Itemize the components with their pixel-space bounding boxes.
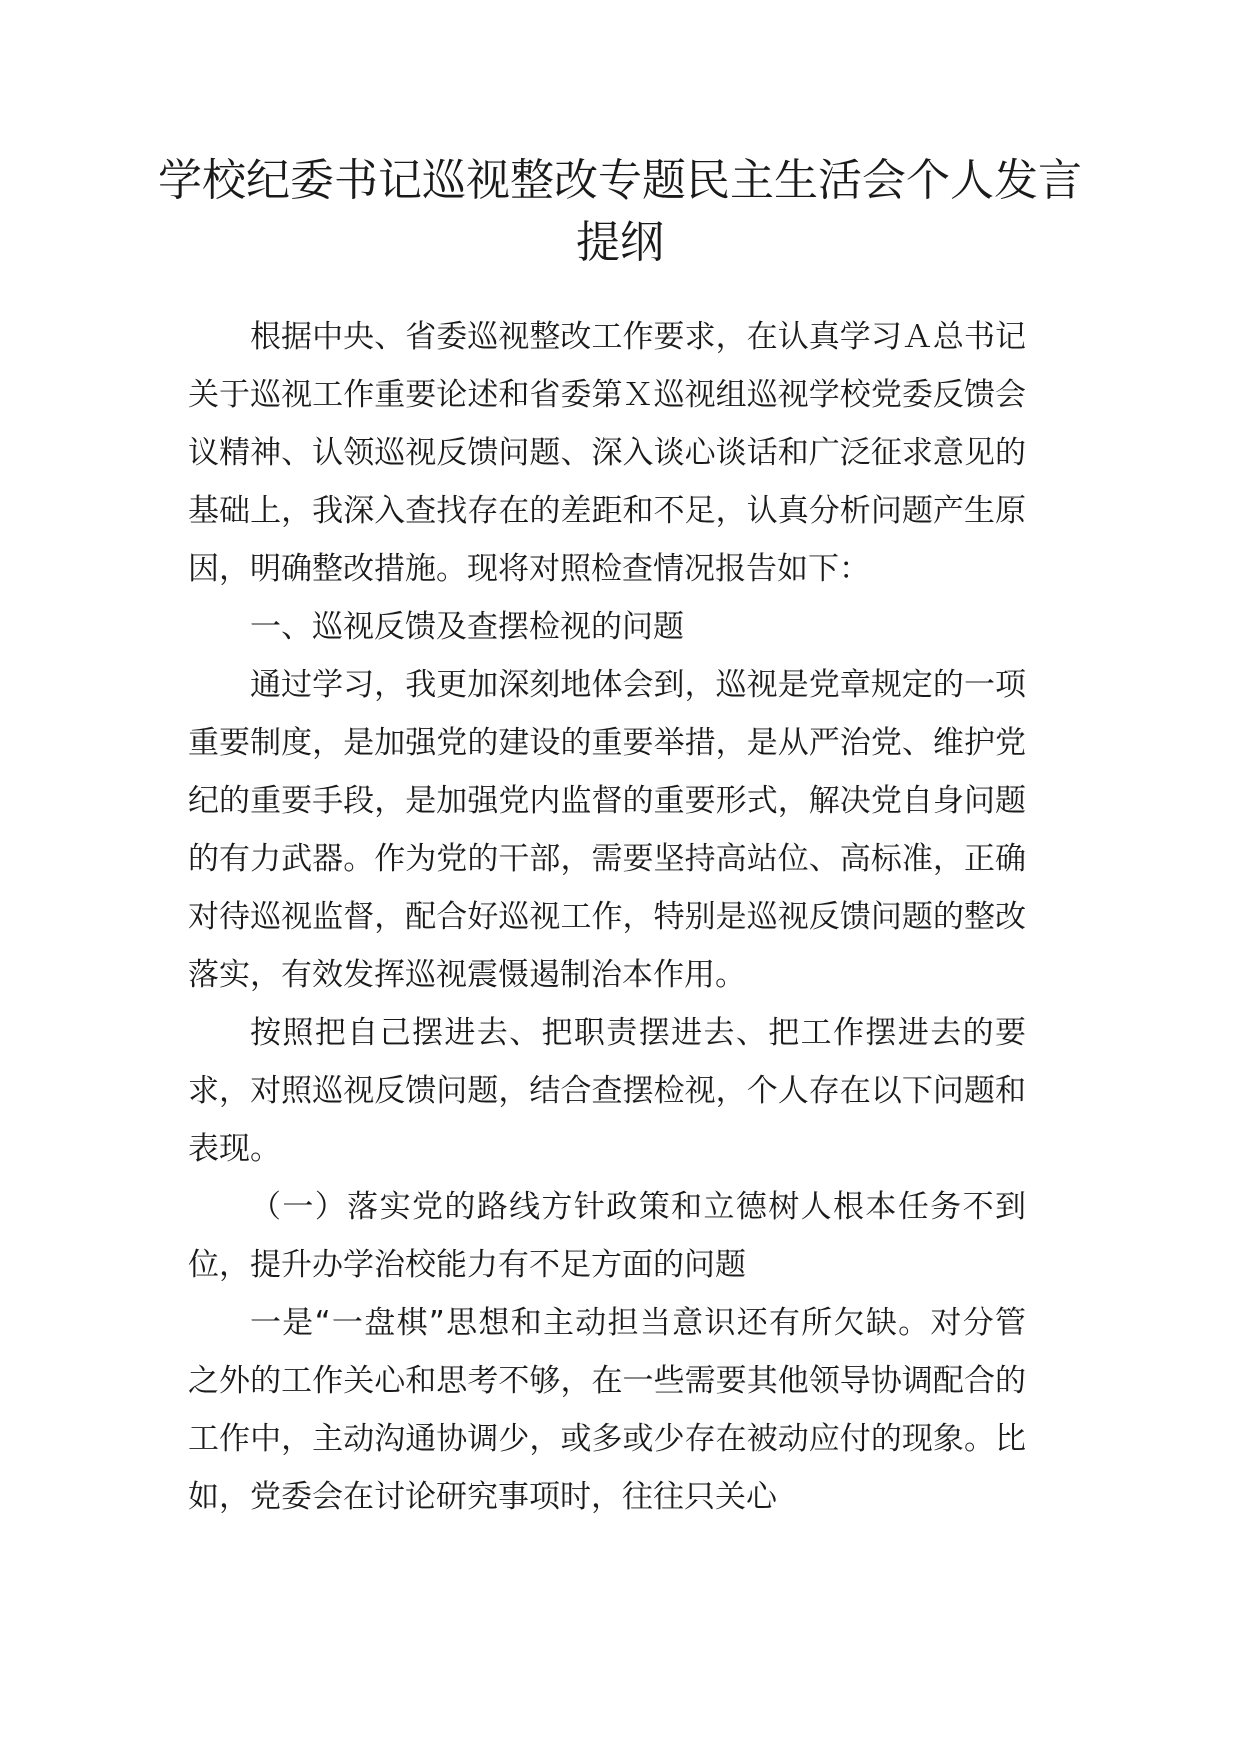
section-heading: 一、巡视反馈及查摆检视的问题 — [250, 609, 684, 645]
body-paragraph: 通过学习，我更加深刻地体会到，巡视是党章规定的一项重要制度，是加强党的建设的重要举措，是从严治党、维护党纪的重要手段，是加强党内监督的重要形式，解决党自身问题的有力武器。作为党的干部，需要坚持高站位、高标准，正确对待巡视监督，配合好巡视工作，特别是巡视反馈问题的整改落实，有效发挥巡视震慑遏制治本作用。 — [188, 667, 1026, 993]
subsection-heading: （一）落实党的路线方针政策和立德树人根本任务不到位，提升办学治校能力有不足方面的问题 — [188, 1189, 1026, 1283]
document-body — [188, 308, 1026, 1526]
intro-paragraph: 根据中央、省委巡视整改工作要求，在认真学习Ａ总书记关于巡视工作重要论述和省委第Ｘ巡视组巡视学校党委反馈会议精神、认领巡视反馈问题、深入谈心谈话和广泛征求意见的基础上，我深入查找存在的差距和不足，认真分析问题产生原因，明确整改措施。现将对照检查情况报告如下： — [188, 319, 1026, 587]
body-paragraph: 一是“一盘棋”思想和主动担当意识还有所欠缺。对分管之外的工作关心和思考不够，在一些需要其他领导协调配合的工作中，主动沟通协调少，或多或少存在被动应付的现象。比如，党委会在讨论研究事项时，往往只关心 — [188, 1305, 1026, 1515]
body-paragraph: 按照把自己摆进去、把职责摆进去、把工作摆进去的要求，对照巡视反馈问题，结合查摆检视，个人存在以下问题和表现。 — [188, 1015, 1026, 1167]
document-title: 学校纪委书记巡视整改专题民主生活会个人发言提纲 — [158, 155, 1082, 268]
